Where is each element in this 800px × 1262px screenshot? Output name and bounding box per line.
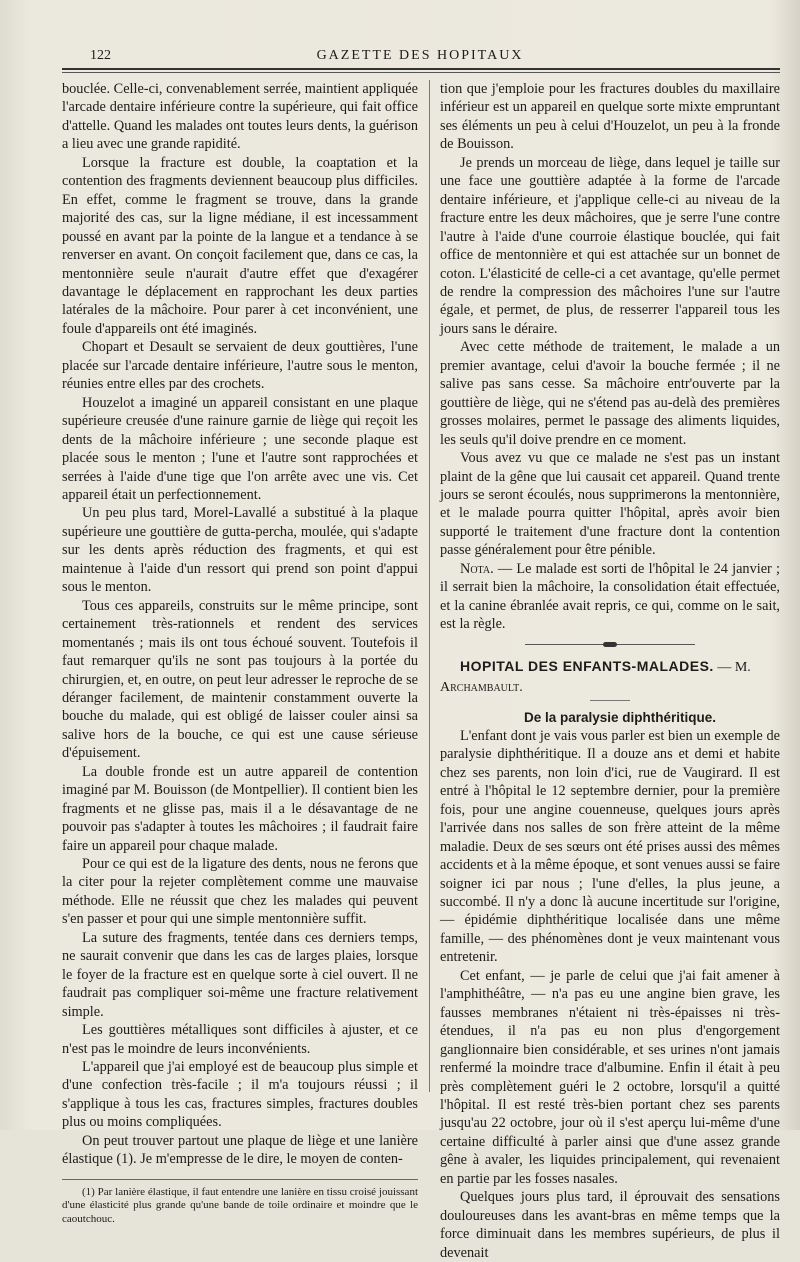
running-title: GAZETTE DES HOPITAUX xyxy=(316,48,524,63)
header-rule-thick xyxy=(62,68,780,70)
paragraph: Chopart et Desault se servaient de deux gouttières, l'une placée sur l'arcade dentaire inférieure, l'autre sous le menton, réunies entre elles par des crochets. xyxy=(62,339,418,393)
paragraph: Lorsque la fracture est double, la coaptation et la contention des fragments deviennent beaucoup plus difficiles. En effet, comme le fragment se trouve, dans la grande majorité des cas, sur la ligne médiane, il est incessamment poussé en avant par la pointe de la langue et a tendance à se renverser en avant. On conçoit facilement que, dans ce cas, la mentonnière seule n'aurait d'autre effet que d'exagérer davantage le déplacement en rapprochant les deux parties latérales de la mâchoire. Pour parer à cet inconvénient, une foule d'appareils ont été imaginés. xyxy=(62,154,418,337)
paragraph: Un peu plus tard, Morel-Lavallé a substitué à la plaque supérieure une gouttière de gutta-percha, moulée, qui s'adapte sur les dents après réduction des fragments, et qui est maintenue à l'aide d'un ressort qui prend son point d'appui sous le menton. xyxy=(62,505,418,596)
paragraph: Pour ce qui est de la ligature des dents, nous ne ferons que la citer pour la rejeter complètement comme une mauvaise méthode. Elle ne réussit que chez les malades qui peuvent s'en passer et pour qui une simple mentonnière suffit. xyxy=(62,856,418,928)
footnote: (1) Par lanière élastique, il faut entendre une lanière en tissu croisé jouissant d'une élasticité plus grande qu'une bande de toile ordinaire et moindre que le caoutchouc. xyxy=(62,1185,418,1225)
paragraph: Houzelot a imaginé un appareil consistant en une plaque supérieure creusée d'une rainure garnie de liège qui reçoit les dents de la mâchoire inférieure ; une seconde plaque est placée sous le menton ; l'une et l'autre sont rapprochées et serrées à l'aide d'une tige que l'on arrête avec une vis. Cet appareil était un perfectionnement. xyxy=(62,394,418,503)
paragraph: Tous ces appareils, construits sur le même principe, sont certainement très-rationnels et rendent des services momentanés ; mais ils ont tous échoué souvent. Toutefois il faut remarquer qu'ils ne sont pas toujours à la portée du chirurgien, et, en outre, on peut leur adresser le reproche de se déranger facilement, de maintenir constamment ouverte la bouche du malade, qui est obligé de laisser couler ainsi sa salive hors de la bouche, ce qui est une cause sérieuse d'épuisement. xyxy=(62,597,418,762)
paragraph: tion que j'emploie pour les fractures doubles du maxillaire inférieur est un appareil en quelque sorte mixte empruntant ses éléments un peu à celui d'Houzelot, un peu à la fronde de Bouisson. xyxy=(440,81,780,153)
paragraph: Quelques jours plus tard, il éprouvait des sensations douloureuses dans les avant-bras en même temps que la force diminuait dans les membres supérieurs, de plus il devenait xyxy=(440,1189,780,1261)
column-divider xyxy=(429,80,430,1092)
section-heading xyxy=(440,657,780,698)
header-rule-thin xyxy=(62,72,780,73)
article-subtitle: De la paralysie diphthéritique. xyxy=(523,709,717,725)
nota-paragraph xyxy=(440,560,780,634)
tiny-rule xyxy=(590,700,630,701)
paragraph: On peut trouver partout une plaque de liège et une lanière élastique (1). Je m'empresse de le dire, le moyen de conten- xyxy=(62,1132,418,1168)
paragraph: La suture des fragments, tentée dans ces derniers temps, ne saurait convenir que dans les cas de larges plaies, lorsque le foyer de la fracture est en quelque sorte à ciel ouvert. Il ne faudrait pas compliquer soi-même une fracture relativement simple. xyxy=(62,929,418,1020)
paragraph: Vous avez vu que ce malade ne s'est pas un instant plaint de la gêne que lui causait cet appareil. Quand trente jours se seront écoulés, nous supprimerons la mentonnière, et le malade pourra quitter l'hôpital, après avoir bien supporté le traitement d'une fracture dont la contention passe généralement pour être pénible. xyxy=(440,450,780,559)
paragraph: bouclée. Celle-ci, convenablement serrée, maintient appliquée l'arcade dentaire inférieure contre la supérieure, qui fait office d'attelle. Quand les malades ont toutes leurs dents, la guérison a lieu avec une grande rapidité. xyxy=(62,81,418,153)
left-column xyxy=(62,80,418,1225)
section-author: — M. Archambault. xyxy=(440,659,751,696)
nota-label: Nota. xyxy=(460,560,494,577)
paragraph: La double fronde est un autre appareil de contention imaginé par M. Bouisson (de Montpellier). Il contient bien les fragments et ne glisse pas, mais il a le désavantage de ne pouvoir pas s'adapter à toutes les mâchoires ; il faudrait faire faire un appareil pour chaque malade. xyxy=(62,763,418,854)
paragraph: Je prends un morceau de liège, dans lequel je taille sur une face une gouttière adaptée à la forme de l'arcade dentaire inférieure, et j'applique celle-ci au niveau de la fracture entre les deux mâchoires, que je serre l'une contre l'autre à l'aide d'une courroie élastique bouclée, qui fait office de mentonnière et qui est attachée sur un bonnet de coton. L'élasticité de celle-ci a cet avantage, qu'elle permet de rendre la compression des mâchoires l'une sur l'autre égale, et permet, de plus, de resserrer l'appareil tous les jours sans le déraire. xyxy=(440,154,780,337)
right-column xyxy=(440,80,780,1261)
footnote-rule xyxy=(62,1179,418,1180)
paragraph: Avec cette méthode de traitement, le malade a un premier avantage, celui d'avoir la bouche fermée ; il ne salive pas sans cesse. Sa mâchoire entr'ouverte par la gouttière de liège, qui ne s'étend pas au-delà des premières grosses molaires, permet le passage des aliments liquides, les seuls qu'il doive prendre en ce moment. xyxy=(440,339,780,448)
ornamental-rule xyxy=(525,644,695,645)
page-number: 122 xyxy=(90,48,111,63)
section-title: HOPITAL DES ENFANTS-MALADES. xyxy=(460,657,714,674)
rule-ornament xyxy=(603,642,617,647)
page-header xyxy=(60,44,780,66)
paragraph: L'appareil que j'ai employé est de beaucoup plus simple et d'une confection très-facile ; il m'a toujours réussi ; il s'applique à tous les cas, fractures simples, fractures doubles plus ou moins compliquées. xyxy=(62,1059,418,1131)
nota-text: — Le malade est sorti de l'hôpital le 24 janvier ; il serrait bien la mâchoire, la consolidation était effectuée, et la canine ébranlée avait repris, ce qui, comme on le sait, est la règle. xyxy=(440,560,780,633)
paragraph: Les gouttières métalliques sont difficiles à ajuster, et ce n'est pas le moindre de leurs inconvénients. xyxy=(62,1022,418,1057)
paragraph: L'enfant dont je vais vous parler est bien un exemple de paralysie diphthéritique. Il a douze ans et demi et habite chez ses parents, non loin d'ici, rue de Vaugirard. Il est entré à l'hôpital le 12 septembre dernier, pour la première fois, pour une angine couenneuse, quelques jours après l'arrivée dans nos salles de son frère atteint de la même maladie. Deux de ses sœurs ont été prises aussi des mêmes accidents et à la même époque, et sont venues aussi se faire soigner ici par nous ; l'une d'elles, la plus jeune, a succombé. Il n'y a donc là aucune incertitude sur l'origine, — épidémie diphthéritique localisée dans une même famille, — des phénomènes dont je veux maintenant vous entretenir. xyxy=(440,727,780,966)
paragraph: Cet enfant, — je parle de celui que j'ai fait amener à l'amphithéâtre, — n'a pas eu une angine bien grave, les fausses membranes n'étaient ni très-épaisses ni très-étendues, il n'a pas eu non plus d'engorgement ganglionnaire bien considérable, et ses urines n'ont jamais renfermé la moindre trace d'albumine. Enfin il était à peu près complètement guéri le 2 octobre, lorsqu'il a quitté l'hôpital. Il est resté très-bien portant chez ses parents jusqu'au 22 octobre, jour où il s'est aperçu lui-même d'une certaine difficulté à parler ainsi que d'une assez grande gêne à avaler, les liquides principalement, qui revenaient en partie par les fosses nasales. xyxy=(440,967,780,1187)
